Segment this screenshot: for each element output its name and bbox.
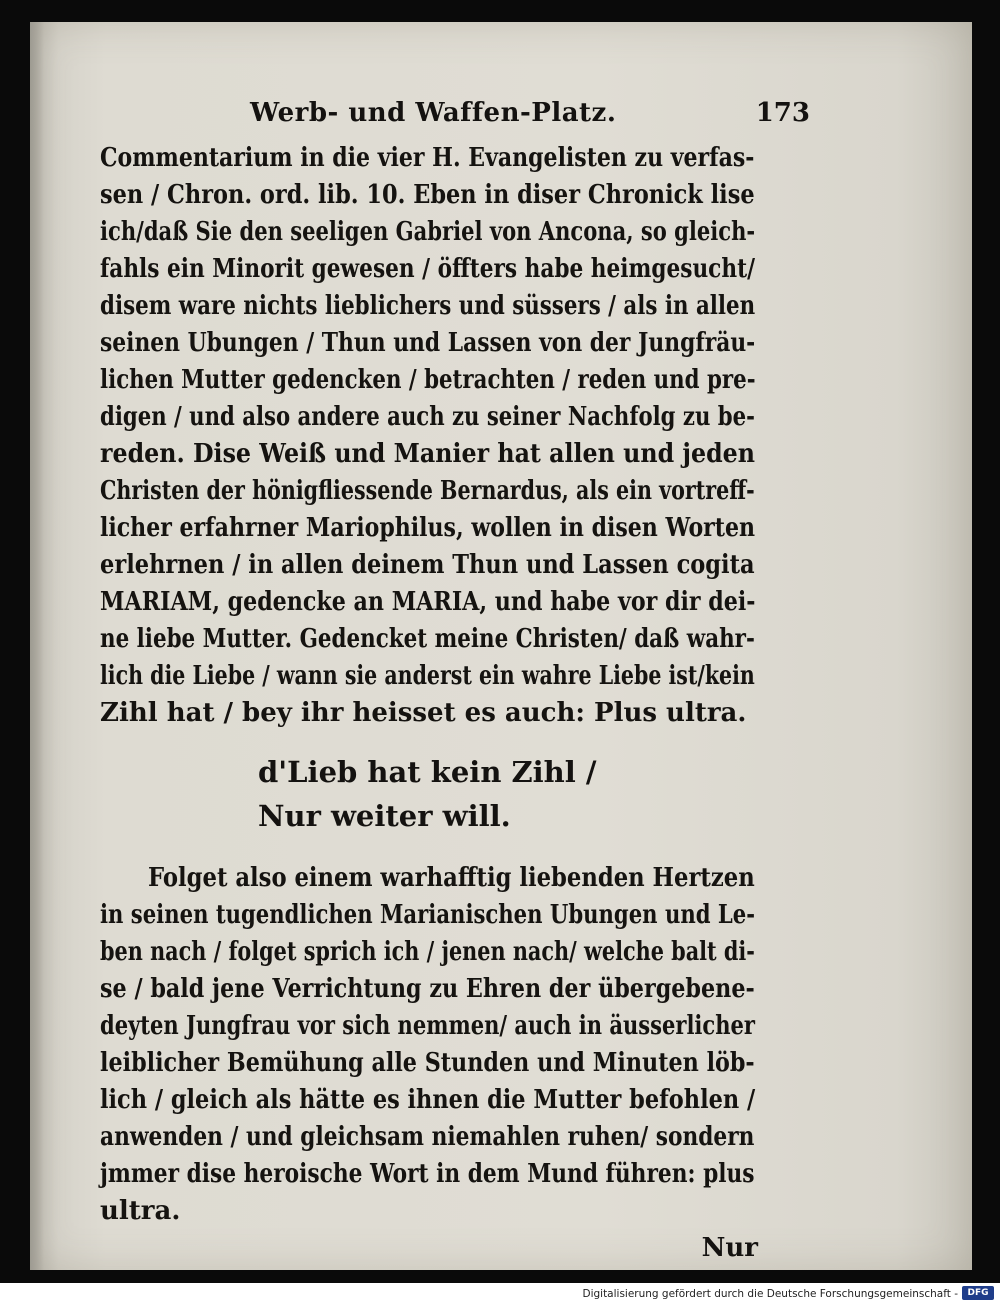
text-line: MARIAM, gedencke an MARIA, und habe vor dir dei- xyxy=(100,587,756,617)
text-line: deyten Jungfrau vor sich nemmen/ auch in äusserlicher xyxy=(100,1011,755,1041)
text-line: ne liebe Mutter. Gedencket meine Christen/ daß wahr- xyxy=(100,624,755,654)
text-line: Christen der hönigfliessende Bernardus, als ein vortreff- xyxy=(100,476,755,506)
text-line: Commentarium in die vier H. Evangelisten zu verfas- xyxy=(100,143,755,173)
text-line: sen / Chron. ord. lib. 10. Eben in diser Chronick lise xyxy=(100,180,755,210)
running-title: Werb- und Waffen-Platz. xyxy=(250,98,617,128)
text-line: fahls ein Minorit gewesen / öffters habe heimgesucht/ xyxy=(100,254,755,284)
verse-line: Nur weiter will. xyxy=(258,799,511,833)
text-line: ultra. xyxy=(100,1196,181,1226)
text-line: lichen Mutter gedencken / betrachten / reden und pre- xyxy=(100,365,756,395)
text-line: licher erfahrner Mariophilus, wollen in disen Worten xyxy=(100,513,756,543)
dfg-logo-icon: DFG xyxy=(962,1286,994,1300)
page-number: 173 xyxy=(755,98,810,128)
text-line: digen / und also andere auch zu seiner Nachfolg zu be- xyxy=(100,402,755,432)
footer-bar xyxy=(0,1283,1000,1304)
text-line: se / bald jene Verrichtung zu Ehren der übergebene- xyxy=(100,974,755,1004)
text-line: seinen Ubungen / Thun und Lassen von der Jungfräu- xyxy=(100,328,756,358)
text-line: Zihl hat / bey ihr heisset es auch: Plus ultra. xyxy=(100,698,747,728)
text-line: in seinen tugendlichen Marianischen Ubungen und Le- xyxy=(100,900,756,930)
text-line: anwenden / und gleichsam niemahlen ruhen/ sondern xyxy=(100,1122,755,1152)
page-gutter-shadow xyxy=(30,22,44,1270)
text-line: ben nach / folget sprich ich / jenen nach/ welche balt di- xyxy=(100,937,755,967)
text-line: ich/daß Sie den seeligen Gabriel von Ancona, so gleich- xyxy=(100,217,756,247)
text-line: reden. Dise Weiß und Manier hat allen und jeden xyxy=(100,439,755,469)
text-line: erlehrnen / in allen deinem Thun und Lassen cogita xyxy=(100,550,755,580)
text-line: Folget also einem warhafftig liebenden Hertzen xyxy=(148,863,755,893)
verse-line: d'Lieb hat kein Zihl / xyxy=(258,755,597,789)
page-header xyxy=(250,92,810,132)
text-line: leiblicher Bemühung alle Stunden und Minuten löb- xyxy=(100,1048,755,1078)
text-line: jmmer dise heroische Wort in dem Mund führen: plus xyxy=(100,1159,755,1189)
funding-credit: Digitalisierung gefördert durch die Deutsche Forschungsgemeinschaft - xyxy=(582,1288,958,1300)
text-line: lich die Liebe / wann sie anderst ein wahre Liebe ist/kein xyxy=(100,661,755,691)
text-line: lich / gleich als hätte es ihnen die Mutter befohlen / xyxy=(100,1085,756,1115)
catchword: Nur xyxy=(701,1233,758,1263)
text-line: disem ware nichts lieblichers und süssers / als in allen xyxy=(100,291,756,321)
